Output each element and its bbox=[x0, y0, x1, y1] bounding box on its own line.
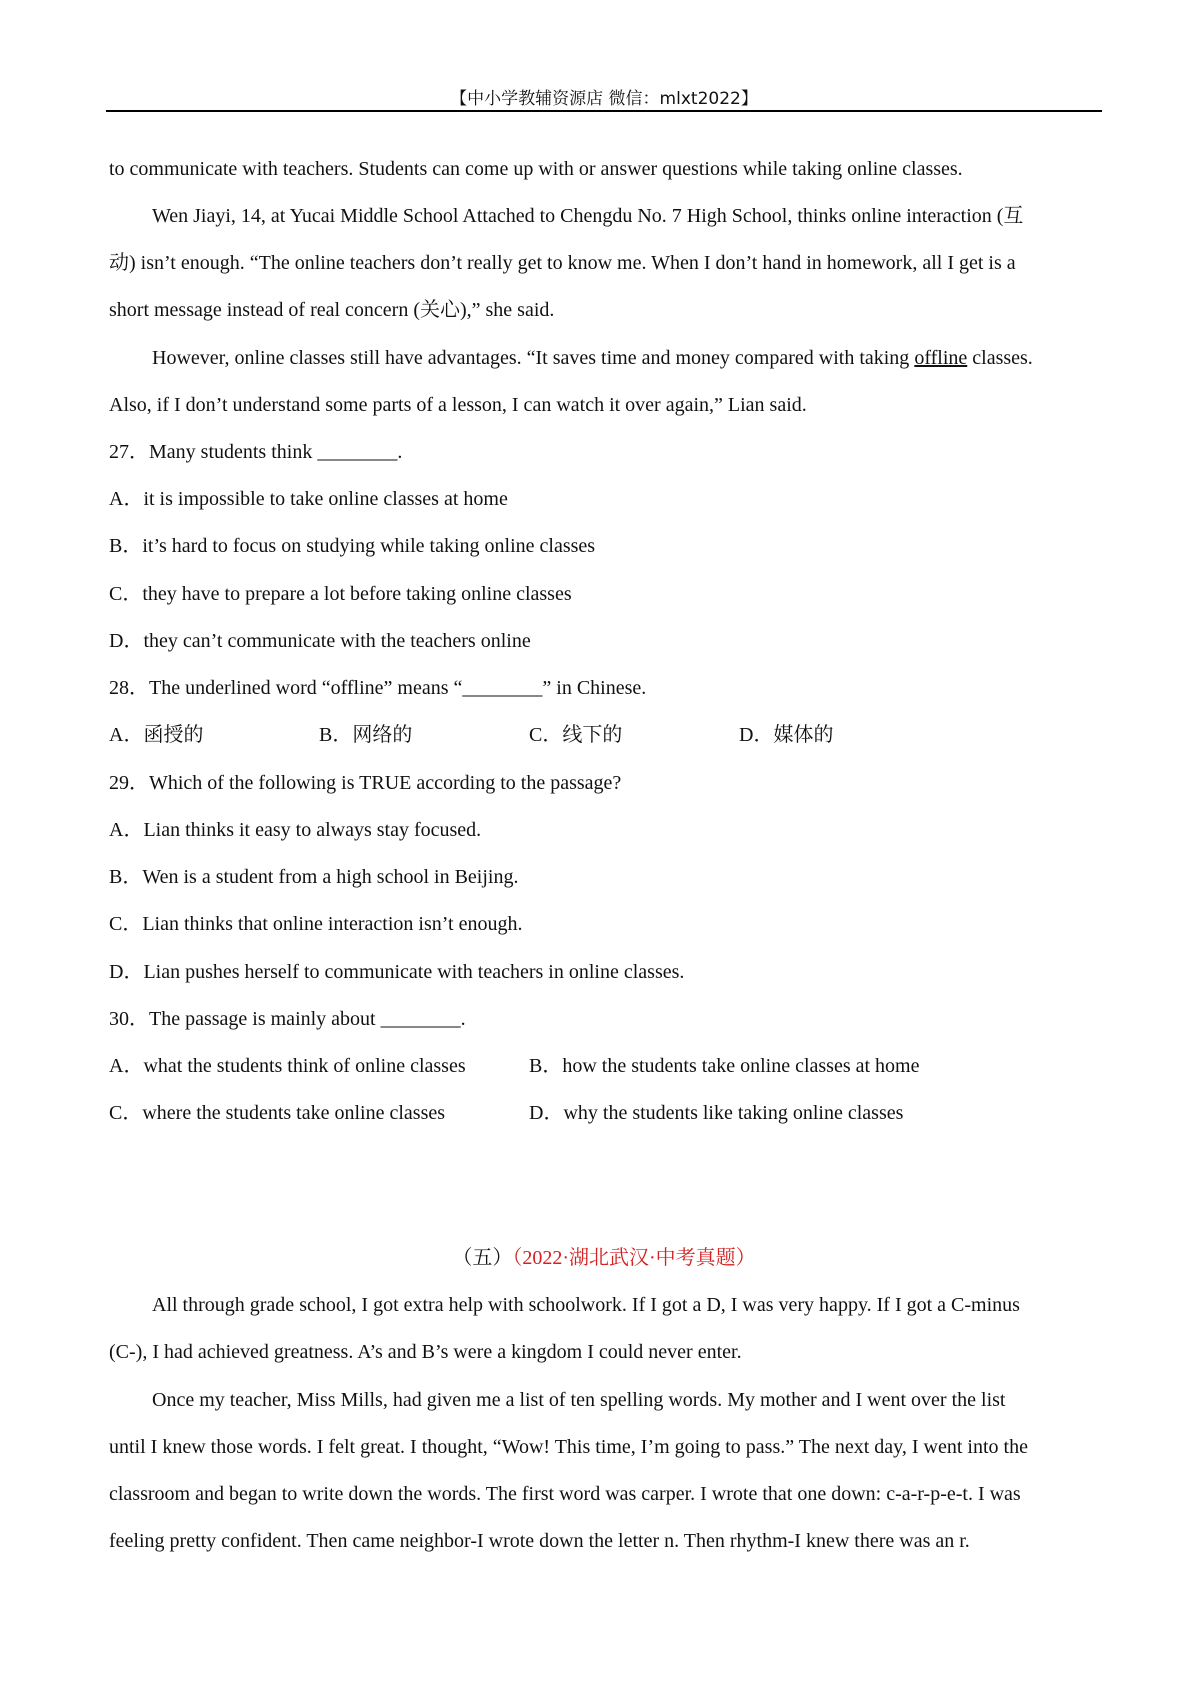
question-27-stem: 27．Many students think ________. bbox=[109, 441, 403, 463]
q29-option-c: C．Lian thinks that online interaction isn’t enough. bbox=[109, 913, 523, 935]
q30-option-c: C．where the students take online classes bbox=[109, 1102, 446, 1124]
q27-option-c: C．they have to prepare a lot before taking online classes bbox=[109, 583, 572, 605]
section-number: （五） bbox=[452, 1247, 513, 1269]
q29-option-d: D．Lian pushes herself to communicate with teachers in online classes. bbox=[109, 961, 685, 983]
paragraph-line: (C-), I had achieved greatness. A’s and B’s were a kingdom I could never enter. bbox=[109, 1341, 742, 1363]
section-source: （2022·湖北武汉·中考真题） bbox=[512, 1247, 756, 1269]
q28-option-b: B．网络的 bbox=[319, 724, 413, 746]
q30-option-a: A．what the students think of online classes bbox=[109, 1055, 466, 1077]
q30-option-d: D．why the students like taking online classes bbox=[529, 1102, 904, 1124]
paragraph-line: short message instead of real concern (关心),” she said. bbox=[109, 299, 555, 321]
q28-option-c: C．线下的 bbox=[529, 724, 623, 746]
q29-option-b: B．Wen is a student from a high school in Beijing. bbox=[109, 866, 519, 888]
text-segment: However, online classes still have advantages. “It saves time and money compared with taking bbox=[152, 347, 915, 369]
q29-option-a: A．Lian thinks it easy to always stay focused. bbox=[109, 819, 482, 841]
header-divider bbox=[106, 110, 1102, 112]
question-30-stem: 30．The passage is mainly about ________. bbox=[109, 1008, 466, 1030]
q30-option-b: B．how the students take online classes at home bbox=[529, 1055, 920, 1077]
q27-option-d: D．they can’t communicate with the teachers online bbox=[109, 630, 531, 652]
paragraph-line: All through grade school, I got extra help with schoolwork. If I got a D, I was very happy. If I got a C-minus bbox=[152, 1294, 1020, 1316]
text-segment: classes. bbox=[967, 347, 1033, 369]
question-29-stem: 29．Which of the following is TRUE according to the passage? bbox=[109, 772, 622, 794]
paragraph-line: Once my teacher, Miss Mills, had given me a list of ten spelling words. My mother and I went over the list bbox=[152, 1389, 1006, 1411]
paragraph-line: classroom and began to write down the words. The first word was carper. I wrote that one down: c-a-r-p-e-t. I was bbox=[109, 1483, 1021, 1505]
q27-option-b: B．it’s hard to focus on studying while taking online classes bbox=[109, 535, 596, 557]
paragraph-line: Wen Jiayi, 14, at Yucai Middle School Attached to Chengdu No. 7 High School, thinks online interaction (互 bbox=[152, 205, 1024, 227]
paragraph-line: 动) isn’t enough. “The online teachers don’t really get to know me. When I don’t hand in homework, all I get is a bbox=[109, 252, 1016, 274]
section-title bbox=[106, 1246, 1102, 1270]
question-28-stem: 28．The underlined word “offline” means “________” in Chinese. bbox=[109, 677, 647, 699]
paragraph-line bbox=[152, 346, 1102, 370]
paragraph-line: until I knew those words. I felt great. I thought, “Wow! This time, I’m going to pass.” The next day, I went into the bbox=[109, 1436, 1028, 1458]
underlined-word-offline: offline bbox=[914, 347, 968, 369]
q28-option-a: A．函授的 bbox=[109, 724, 204, 746]
paragraph-line: to communicate with teachers. Students can come up with or answer questions while taking online classes. bbox=[109, 158, 963, 180]
q28-option-d: D．媒体的 bbox=[739, 724, 834, 746]
paragraph-line: Also, if I don’t understand some parts of a lesson, I can watch it over again,” Lian said. bbox=[109, 394, 807, 416]
q27-option-a: A．it is impossible to take online classes at home bbox=[109, 488, 508, 510]
page-header: 【中小学教辅资源店 微信：mlxt2022】 bbox=[450, 89, 758, 109]
paragraph-line: feeling pretty confident. Then came neighbor-I wrote down the letter n. Then rhythm-I knew there was an r. bbox=[109, 1530, 970, 1552]
